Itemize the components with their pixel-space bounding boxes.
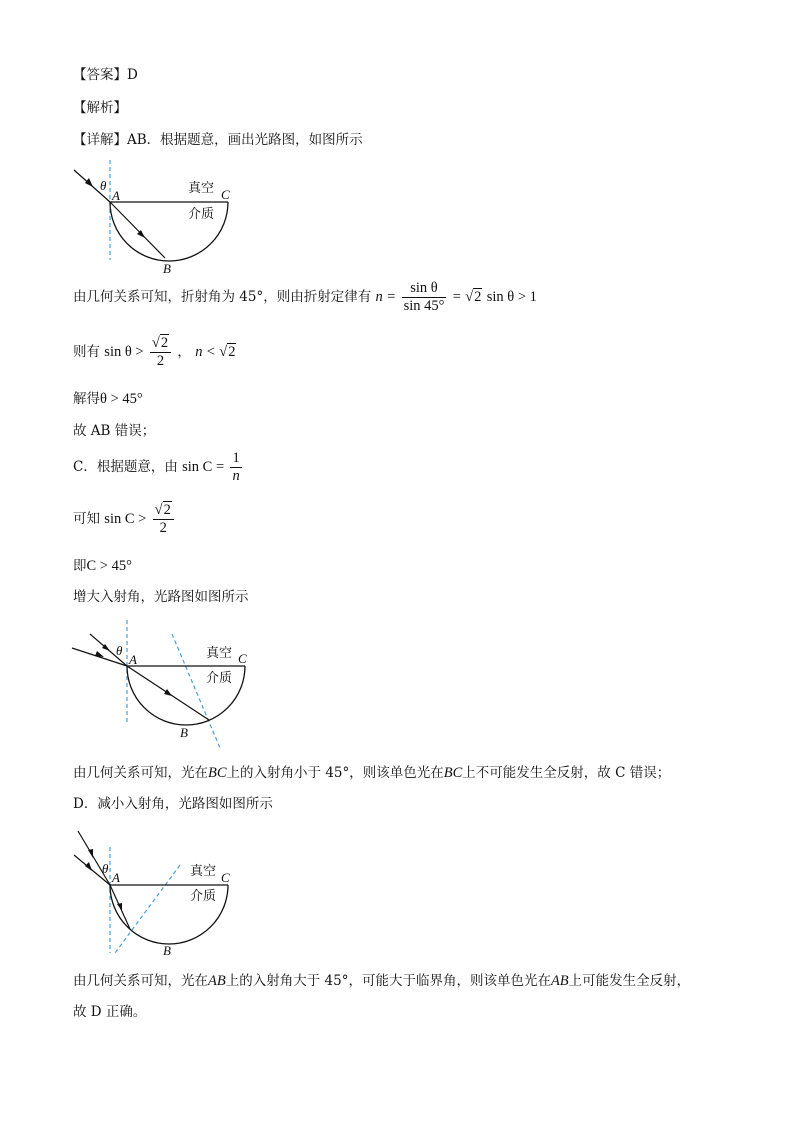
answer-line <box>73 66 138 84</box>
detail-text: AB．根据题意，画出光路图，如图所示 <box>127 132 363 148</box>
eqC3-prefix: 即 <box>73 558 87 574</box>
eq2-sep: ， <box>177 344 191 360</box>
eq1-tail: sin θ > 1 <box>486 289 537 305</box>
conclusion-d-line <box>73 972 690 990</box>
medium-label: 介质 <box>190 889 217 904</box>
vacuum-label: 真空 <box>206 646 233 661</box>
medium-label: 介质 <box>206 671 233 686</box>
refracted-arrow <box>117 903 122 911</box>
eqC-lhs: sin C = <box>182 459 225 475</box>
d-conc-ab2: AB <box>550 973 569 989</box>
eqC-prefix: C．根据题意，由 <box>73 459 178 475</box>
eq1-fraction <box>402 280 447 315</box>
figure-2-light-path <box>72 620 262 750</box>
eq1-equals-2: = <box>452 289 461 305</box>
inequality-line <box>73 335 236 370</box>
eq1-equals: = <box>387 289 396 305</box>
c-greater-line <box>73 557 132 575</box>
eqC2-lhs: sin C > <box>104 511 147 527</box>
sin-c-line <box>73 502 176 537</box>
c-conc-p1: 由几何关系可知，光在 <box>73 765 208 781</box>
c-conc-bc2: BC <box>443 765 463 781</box>
c-conc-p3: 上不可能发生全反射，故 C 错误； <box>462 765 671 781</box>
point-a-label: A <box>129 652 137 667</box>
option-c-line <box>73 450 244 485</box>
eq2-sqrt2-arg: 2 <box>228 344 236 360</box>
theta-label: θ <box>102 861 109 876</box>
point-c-label: C <box>221 870 230 885</box>
eq1-numerator: sin θ <box>402 280 447 298</box>
eq1-n: n <box>375 289 383 305</box>
point-b-label: B <box>163 943 171 958</box>
conclusion-c-line <box>73 764 670 782</box>
eq2-sqrt-arg: 2 <box>160 335 169 351</box>
figure-3-light-path <box>68 825 258 960</box>
d-correct-line: 故 D 正确。 <box>73 1004 147 1020</box>
eq2-rel: < <box>206 344 215 360</box>
point-a-label: A <box>112 188 120 203</box>
eq1-sqrt-arg: 2 <box>474 289 482 305</box>
ab-wrong-line: 故 AB 错误； <box>73 423 156 439</box>
point-c-label: C <box>221 187 230 202</box>
eq2-sqrt2: √2 <box>219 344 236 360</box>
eqC2-numerator: √2 <box>153 502 174 520</box>
option-d-line: D．减小入射角，光路图如图所示 <box>73 796 273 812</box>
d-conc-p1: 由几何关系可知，光在 <box>73 973 208 989</box>
eqC2-fraction <box>153 502 174 537</box>
detail-label: 【详解】 <box>73 132 127 148</box>
vacuum-label: 真空 <box>188 181 215 196</box>
incident-arrow <box>88 849 93 858</box>
eq2-denominator: 2 <box>156 353 165 369</box>
eqC2-denominator: 2 <box>159 520 167 536</box>
theta-label: θ <box>116 643 123 658</box>
point-b-label: B <box>163 261 171 276</box>
solution-theta-line <box>73 390 143 408</box>
point-a-label: A <box>112 870 120 885</box>
eqC3-expr: C > 45° <box>86 558 132 574</box>
analysis-heading: 【解析】 <box>73 100 127 116</box>
increase-angle-line: 增大入射角，光路图如图所示 <box>73 589 249 605</box>
eq2-numerator: √2 <box>150 335 171 353</box>
eq1-denominator: sin 45° <box>403 298 445 314</box>
incident-arrow-2 <box>85 862 92 871</box>
medium-label: 介质 <box>188 207 215 222</box>
d-conc-p3: 上可能发生全反射， <box>568 973 691 989</box>
eq2-n: n <box>195 344 203 360</box>
incident-ray-1 <box>78 831 110 885</box>
answer-label: 【答案】 <box>73 67 127 83</box>
eq3-expr: θ > 45° <box>100 391 143 407</box>
incident-arrow <box>95 651 104 657</box>
incident-arrow <box>85 178 93 187</box>
eqC-fraction <box>230 450 241 485</box>
eqC2-sqrt-arg: 2 <box>163 502 171 518</box>
vacuum-label: 真空 <box>190 864 217 879</box>
eqC-numerator: 1 <box>232 450 240 466</box>
detail-line <box>73 131 363 149</box>
figure-1-light-path <box>68 160 258 280</box>
refraction-law-line <box>73 280 537 315</box>
eq2-lhs: sin θ > <box>104 344 144 360</box>
eq1-prefix: 由几何关系可知，折射角为 45°，则由折射定律有 <box>73 289 372 305</box>
answer-value: D <box>127 67 138 83</box>
eqC-denominator: n <box>232 468 240 484</box>
c-conc-bc1: BC <box>208 765 227 781</box>
eq2-fraction <box>150 335 171 370</box>
refracted-ray <box>110 202 165 258</box>
refracted-arrow <box>164 689 172 696</box>
eqC2-prefix: 可知 <box>73 511 100 527</box>
d-conc-ab1: AB <box>208 973 226 989</box>
theta-label: θ <box>100 178 107 193</box>
c-conc-p2: 上的入射角小于 45°，则该单色光在 <box>226 765 444 781</box>
eq3-prefix: 解得 <box>73 391 100 407</box>
point-c-label: C <box>238 651 247 666</box>
eq1-sqrt: √2 <box>465 289 482 305</box>
d-conc-p2: 上的入射角大于 45°，可能大于临界角，则该单色光在 <box>225 973 551 989</box>
eq2-prefix: 则有 <box>73 344 100 360</box>
point-b-label: B <box>180 725 188 740</box>
